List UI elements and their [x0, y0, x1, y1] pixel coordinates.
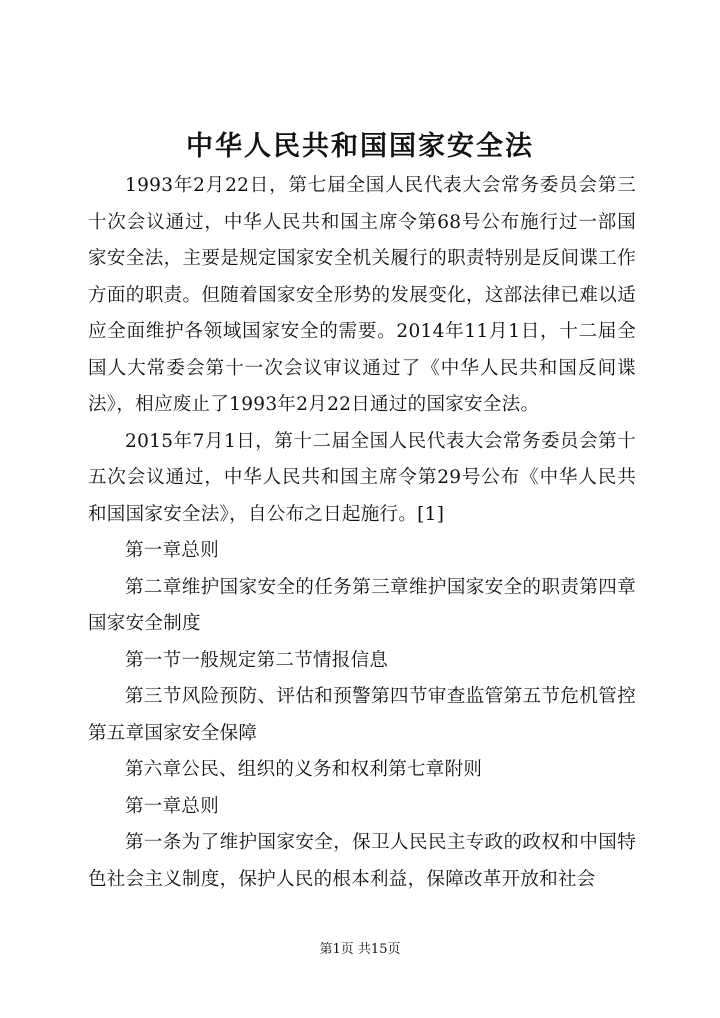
toc-chapters-6-7: 第六章公民、组织的义务和权利第七章附则: [125, 759, 483, 780]
paragraph-enactment: 2015年7月1日，第十二届全国人民代表大会常务委员会第十五次会议通过，中华人民共和国主席令第29号公布《中华人民共和国国家安全法》，自公布之日起施行。[1]: [88, 430, 636, 525]
toc-sections-3-5: 第三节风险预防、评估和预警第四节审查监管第五节危机管控第五章国家安全保障: [88, 686, 636, 744]
toc-chapter-1: 第一章总则: [125, 540, 220, 561]
chapter-1-heading: 第一章总则: [125, 795, 220, 817]
page-footer: 第1页 共15页: [319, 942, 401, 957]
toc-sections-1-2: 第一节一般规定第二节情报信息: [125, 649, 389, 671]
article-1: 第一条为了维护国家安全，保卫人民民主专政的政权和中国特色社会主义制度，保护人民的根本利益，保障改革开放和社会: [88, 832, 636, 890]
document-body: [88, 168, 636, 898]
paragraph-history: 1993年2月22日，第七届全国人民代表大会常务委员会第三十次会议通过，中华人民共和国主席令第68号公布施行过一部国家安全法，主要是规定国家安全机关履行的职责特别是反间谍工作方面的职责。但随着国家安全形势的发展变化，这部法律已难以适应全面维护各领域国家安全的需要。2014年11月1日，十二届全国人大常委会第十一次会议审议通过了《中华人民共和国反间谍法》，相应废止了1993年2月22日通过的国家安全法。: [88, 175, 636, 415]
toc-chapters-2-4: 第二章维护国家安全的任务第三章维护国家安全的职责第四章国家安全制度: [88, 576, 636, 634]
document-title: 中华人民共和国国家安全法: [186, 131, 534, 162]
